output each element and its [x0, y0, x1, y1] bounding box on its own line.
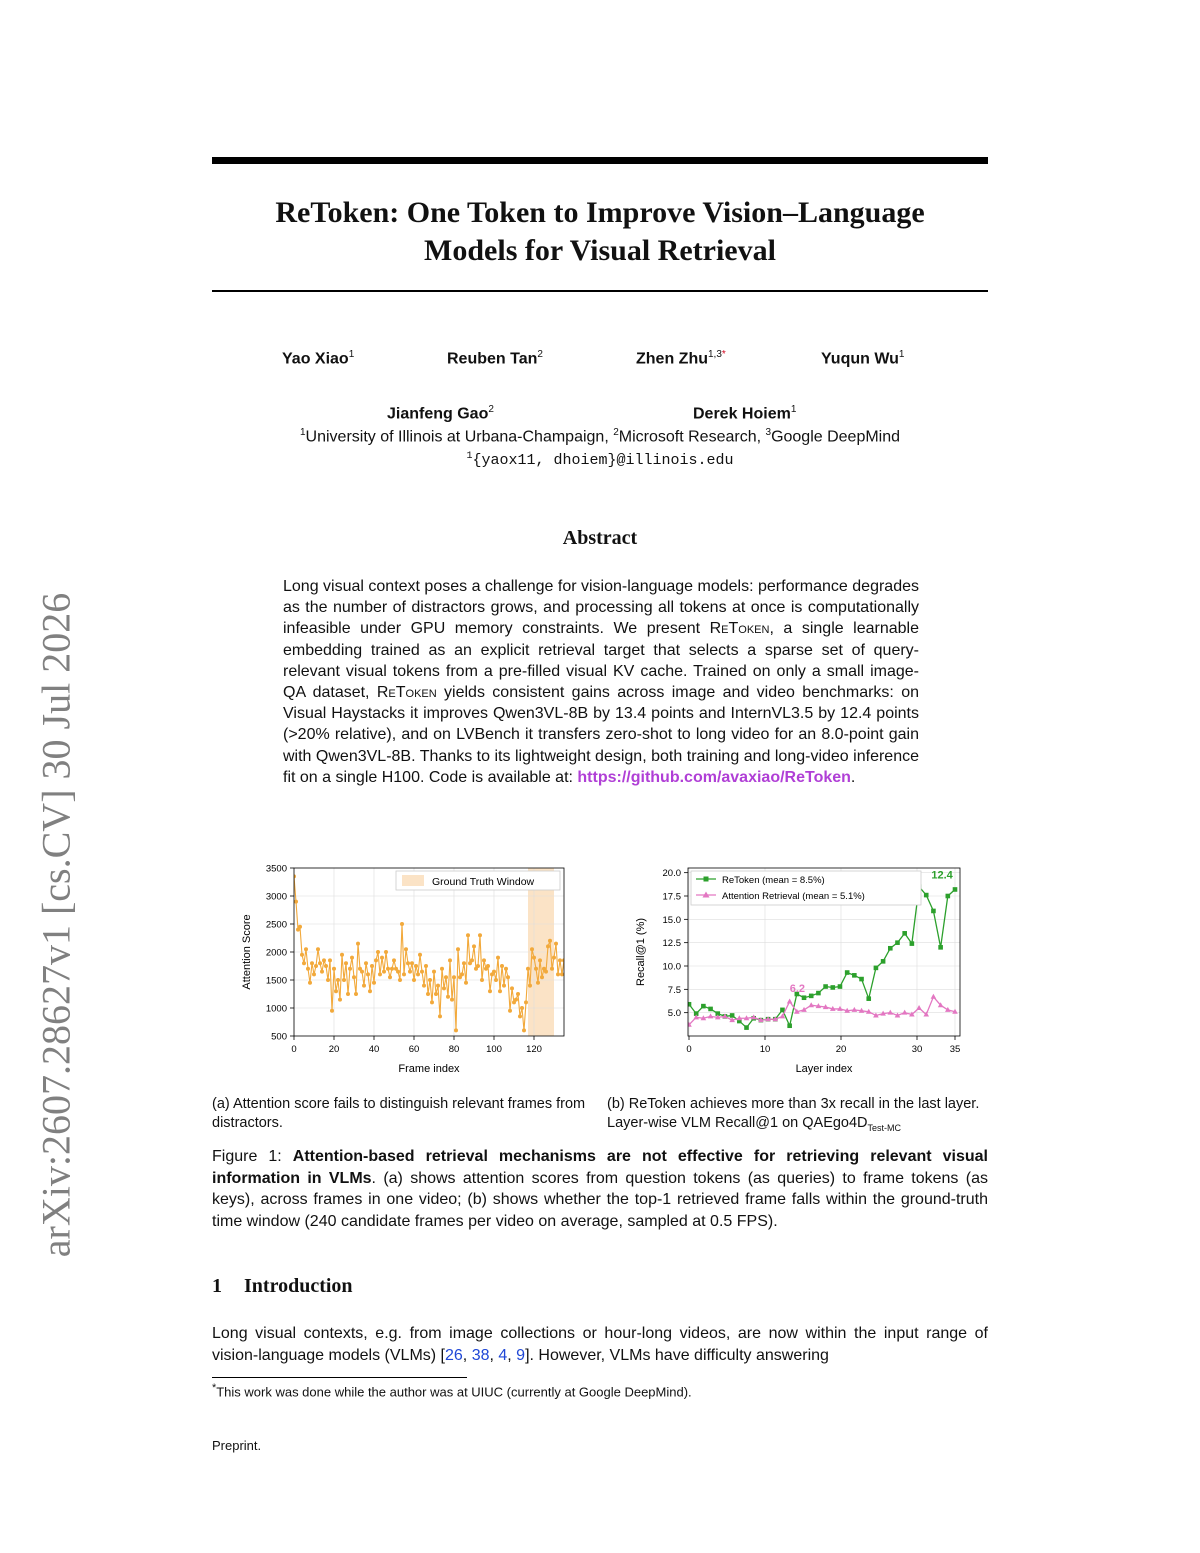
attention-score-point	[442, 986, 446, 990]
attention-score-point	[334, 989, 338, 993]
author-derek-hoiem: Derek Hoiem$^1$	[693, 404, 797, 423]
attention-score-point	[384, 950, 388, 954]
retoken-recall-point	[816, 991, 821, 996]
attention-score-point	[480, 978, 484, 982]
attention-score-point	[304, 947, 308, 951]
legend-retoken-label: ReToken (mean = 8.5%)	[722, 875, 825, 886]
attention-score-point	[518, 1014, 522, 1018]
section-heading-introduction: 1 Introduction	[212, 1275, 353, 1297]
attention-score-point	[494, 978, 498, 982]
retoken-recall-point	[687, 1002, 692, 1007]
attention-score-point	[338, 998, 342, 1002]
attention-score-point	[404, 947, 408, 951]
retoken-recall-point	[881, 959, 886, 964]
retoken-recall-point	[953, 887, 958, 892]
attention-score-point	[414, 964, 418, 968]
attention-recall-line	[689, 997, 955, 1025]
tick-label-x: 30	[911, 1044, 923, 1055]
annotation-retoken-last: 12.4	[931, 869, 953, 882]
attention-score-point	[372, 981, 376, 985]
author-reuben-tan: Reuben Tan$^2$	[447, 349, 543, 368]
retoken-recall-point	[859, 977, 864, 982]
attention-recall-point	[887, 1010, 893, 1015]
tick-label-x: 20	[328, 1044, 340, 1055]
tick-label-y: 2000	[265, 947, 287, 959]
chart-b-xlabel: Layer index	[795, 1063, 853, 1075]
attention-score-point	[418, 953, 422, 957]
abstract-body: Long visual context poses a challenge for vision-language models: performance degrades as the number of distractors grows, and processing all tokens at once is computationally infeasible under GPU memory constraints. We present ReToken, a single learnable embedding trained as an explicit retrieval target that selects a sparse set of query-relevant visual tokens from a pre-filled visual KV cache. Trained on only a small image-QA dataset, ReToken yields consistent gains across image and video benchmarks: on Visual Haystacks it improves Qwen3VL-8B by 13.4 points and InternVL3.5 by 12.4 points (>20% relative), and on LVBench it transfers zero-shot to long video for an 8.0-point gain with Qwen3VL-8B. Thanks to its lightweight design, both training and long-video inference fit on a single H100. Code is available at: https://github.com/avaxiao/ReToken.	[283, 578, 920, 786]
attention-score-point	[342, 978, 346, 982]
legend-gt-swatch	[402, 875, 424, 886]
attention-score-point	[360, 970, 364, 974]
attention-score-point	[308, 981, 312, 985]
attention-score-point	[386, 967, 390, 971]
footnote: *This work was done while the author was at UIUC (currently at Google DeepMind).	[212, 1382, 692, 1400]
attention-score-point	[538, 958, 542, 962]
chart-b-ylabel: Recall@1 (%)	[635, 917, 647, 987]
author-yuqun-wu: Yuqun Wu$^1$	[821, 349, 905, 368]
attention-score-point	[540, 975, 544, 979]
citation-9[interactable]: 9	[516, 1346, 526, 1364]
title-line-1: ReToken: One Token to Improve Vision–Language	[275, 196, 925, 229]
tick-label-y: 20.0	[662, 868, 681, 880]
attention-score-point	[422, 984, 426, 988]
attention-score-point	[312, 972, 316, 976]
tick-label-y: 17.5	[662, 891, 681, 903]
tick-label-y: 10.0	[662, 961, 681, 973]
attention-score-point	[506, 975, 510, 979]
retoken-recall-point	[852, 973, 857, 978]
attention-score-point	[488, 989, 492, 993]
attention-score-point	[524, 1000, 528, 1004]
attention-recall-point	[931, 994, 937, 999]
attention-score-point	[448, 958, 452, 962]
attention-score-point	[454, 1028, 458, 1032]
tick-label-y: 3000	[265, 891, 287, 903]
attention-score-point	[302, 961, 306, 965]
tick-label-y: 1000	[265, 1003, 287, 1015]
attention-score-point	[534, 967, 538, 971]
attention-score-point	[382, 970, 386, 974]
legend-retoken-marker	[704, 877, 709, 882]
attention-score-point	[310, 961, 314, 965]
tick-label-x: 60	[408, 1044, 420, 1055]
attention-score-point	[318, 961, 322, 965]
retoken-recall-point	[744, 1025, 749, 1030]
retoken-recall-point	[931, 909, 936, 914]
attention-score-point	[528, 984, 532, 988]
attention-score-point	[482, 958, 486, 962]
attention-score-point	[432, 970, 436, 974]
retoken-recall-point	[888, 946, 893, 951]
attention-score-point	[450, 998, 454, 1002]
attention-recall-point	[852, 1007, 858, 1012]
attention-score-point	[464, 981, 468, 985]
attention-score-point	[364, 961, 368, 965]
attention-score-point	[462, 961, 466, 965]
attention-recall-point	[708, 1013, 714, 1018]
attention-score-point	[546, 944, 550, 948]
retoken-recall-point	[874, 966, 879, 971]
attention-score-point	[332, 967, 336, 971]
author-yao-xiao: Yao Xiao$^1$	[282, 349, 355, 368]
attention-recall-point	[902, 1010, 908, 1015]
attention-score-point	[438, 1014, 442, 1018]
attention-score-point	[500, 964, 504, 968]
retoken-recall-point	[924, 893, 929, 898]
attention-score-point	[520, 1006, 524, 1010]
tick-label-x: 20	[835, 1044, 847, 1055]
retoken-recall-point	[701, 1004, 706, 1009]
attention-score-point	[566, 970, 570, 974]
tick-label-x: 35	[949, 1044, 961, 1055]
attention-score-point	[376, 950, 380, 954]
attention-score-point	[428, 978, 432, 982]
attention-score-point	[408, 970, 412, 974]
attention-score-point	[440, 967, 444, 971]
figure-1-caption: Figure 1: Attention-based retrieval mechanisms are not effective for retrieving relevant visual information in VLMs. (a) shows attention scores from question tokens (as queries) to frame tokens (as keys), across frames in one video; (b) shows whether the top-1 retrieved frame falls within the ground-truth time window (240 candidate frames per video on average, sampled at 0.5 FPS).	[212, 1148, 988, 1230]
attention-score-point	[396, 970, 400, 974]
tick-label-x: 100	[486, 1044, 502, 1055]
attention-score-point	[552, 956, 556, 960]
attention-score-point	[544, 970, 548, 974]
attention-score-point	[486, 964, 490, 968]
attention-score-point	[436, 984, 440, 988]
attention-score-point	[476, 964, 480, 968]
attention-score-point	[556, 972, 560, 976]
attention-score-point	[460, 972, 464, 976]
tick-label-y: 3500	[265, 863, 287, 875]
annotation-attention-peak: 6.2	[789, 983, 806, 996]
attention-score-point	[348, 967, 352, 971]
attention-score-point	[502, 984, 506, 988]
title-bottom-rule	[212, 290, 988, 292]
attention-recall-point	[808, 1002, 814, 1007]
attention-score-point	[466, 933, 470, 937]
chart-b-legend	[691, 871, 921, 905]
attention-recall-point	[787, 998, 793, 1003]
attention-score-point	[346, 992, 350, 996]
attention-score-point	[340, 953, 344, 957]
tick-label-y: 5.0	[667, 1008, 681, 1020]
chart-a-xlabel: Frame index	[398, 1063, 460, 1075]
introduction-paragraph: Long visual contexts, e.g. from image collections or hour-long videos, are now within the input range of vision-language models (VLMs) [26, 38, 4, 9]. However, VLMs have difficulty answering	[212, 1325, 988, 1364]
citation-26[interactable]: 26	[445, 1346, 463, 1364]
title-line-2: Models for Visual Retrieval	[424, 234, 776, 267]
attention-score-point	[508, 1009, 512, 1013]
attention-score-point	[430, 1000, 434, 1004]
attention-score-point	[446, 995, 450, 999]
author-emails: $^1${yaox11, dhoiem}@illinois.edu	[466, 451, 734, 469]
retoken-recall-point	[787, 1023, 792, 1028]
attention-score-point	[362, 984, 366, 988]
retoken-recall-point	[845, 970, 850, 975]
attention-score-point	[392, 958, 396, 962]
attention-score-point	[356, 942, 360, 946]
retoken-recall-point	[708, 1007, 713, 1012]
attention-score-point	[434, 992, 438, 996]
attention-score-point	[526, 967, 530, 971]
attention-score-point	[554, 942, 558, 946]
attention-score-point	[402, 972, 406, 976]
attention-score-point	[516, 992, 520, 996]
citation-4[interactable]: 4	[498, 1346, 508, 1364]
tick-label-y: 7.5	[667, 984, 681, 996]
retoken-recall-point	[902, 931, 907, 936]
citation-38[interactable]: 38	[471, 1346, 490, 1364]
attention-score-point	[366, 972, 370, 976]
attention-score-point	[420, 970, 424, 974]
author-jianfeng-gao: Jianfeng Gao$^2$	[387, 404, 494, 423]
figure-1a-attention-chart	[236, 858, 580, 1080]
attention-score-point	[426, 992, 430, 996]
subcaption-a: (a) Attention score fails to distinguish relevant frames from distractors.	[212, 1096, 586, 1131]
attention-score-point	[300, 953, 304, 957]
attention-score-point	[530, 947, 534, 951]
attention-score-point	[522, 1028, 526, 1032]
attention-score-point	[406, 961, 410, 965]
attention-score-point	[352, 975, 356, 979]
attention-score-point	[354, 992, 358, 996]
tick-label-y: 1500	[265, 975, 287, 987]
abstract-heading: Abstract	[562, 527, 638, 549]
retoken-recall-point	[910, 941, 915, 946]
attention-score-point	[380, 956, 384, 960]
attention-score-point	[398, 978, 402, 982]
arxiv-stamp	[26, 575, 86, 1275]
arxiv-identifier: arXiv:2607.28627v1 [cs.CV] 30 Jul 2026	[33, 592, 79, 1258]
attention-score-point	[314, 964, 318, 968]
attention-score-point	[472, 944, 476, 948]
attention-score-point	[326, 978, 330, 982]
code-link[interactable]: https://github.com/avaxiao/ReToken	[577, 768, 851, 786]
attention-score-point	[294, 900, 298, 904]
attention-score-point	[560, 972, 564, 976]
paper-title	[212, 194, 988, 270]
attention-score-point	[400, 922, 404, 926]
attention-score-point	[378, 972, 382, 976]
chart-a-ylabel: Attention Score	[241, 914, 253, 990]
attention-score-point	[568, 986, 572, 990]
author-zhen-zhu: Zhen Zhu$^{1,3*}$	[636, 349, 726, 368]
figure-1b-recall-chart	[630, 858, 970, 1080]
attention-score-point	[330, 1009, 334, 1013]
chart-a-legend	[396, 871, 560, 890]
tick-label-y: 12.5	[662, 938, 681, 950]
attention-score-point	[370, 964, 374, 968]
attention-score-point	[514, 998, 518, 1002]
attention-score-point	[350, 956, 354, 960]
attention-score-point	[456, 947, 460, 951]
title-top-rule	[212, 157, 988, 164]
tick-label-x: 0	[291, 1044, 297, 1055]
footnote-rule	[212, 1377, 467, 1378]
attention-score-point	[536, 981, 540, 985]
attention-score-point	[412, 978, 416, 982]
attention-score-point	[452, 975, 456, 979]
attention-score-point	[316, 947, 320, 951]
retoken-recall-point	[946, 894, 951, 899]
attention-score-point	[416, 972, 420, 976]
attention-score-point	[470, 958, 474, 962]
tick-label-y: 500	[271, 1031, 287, 1043]
attention-score-point	[510, 986, 514, 990]
attention-score-point	[504, 967, 508, 971]
attention-score-point	[336, 978, 340, 982]
attention-score-point	[388, 975, 392, 979]
attention-score-point	[492, 970, 496, 974]
attention-score-point	[532, 956, 536, 960]
retoken-recall-point	[938, 945, 943, 950]
retoken-recall-point	[866, 996, 871, 1001]
attention-score-point	[496, 956, 500, 960]
retoken-recall-point	[809, 994, 814, 999]
legend-attention-label: Attention Retrieval (mean = 5.1%)	[722, 891, 865, 902]
attention-score-point	[550, 967, 554, 971]
attention-score-point	[548, 939, 552, 943]
affiliations: $^1$University of Illinois at Urbana-Champaign, $^2$Microsoft Research, $^3$Google DeepMind	[299, 427, 901, 446]
attention-score-point	[410, 961, 414, 965]
tick-label-x: 0	[686, 1044, 692, 1055]
attention-score-point	[390, 967, 394, 971]
retoken-recall-point	[823, 984, 828, 989]
attention-score-point	[564, 956, 568, 960]
retoken-recall-point	[895, 940, 900, 945]
retoken-recall-point	[830, 985, 835, 990]
tick-label-x: 80	[448, 1044, 460, 1055]
tick-label-x: 120	[526, 1044, 542, 1055]
retoken-recall-point	[730, 1013, 735, 1018]
attention-score-point	[558, 958, 562, 962]
preprint-label: Preprint.	[212, 1438, 262, 1453]
retoken-recall-point	[780, 1008, 785, 1013]
attention-score-point	[374, 958, 378, 962]
attention-score-point	[322, 958, 326, 962]
attention-score-point	[324, 964, 328, 968]
attention-score-point	[328, 958, 332, 962]
tick-label-x: 40	[368, 1044, 380, 1055]
retoken-recall-point	[802, 995, 807, 1000]
attention-score-point	[298, 925, 302, 929]
attention-score-point	[306, 967, 310, 971]
attention-score-point	[570, 967, 574, 971]
attention-score-point	[478, 933, 482, 937]
attention-score-point	[368, 989, 372, 993]
attention-score-point	[444, 975, 448, 979]
attention-score-point	[498, 989, 502, 993]
tick-label-y: 15.0	[662, 914, 681, 926]
attention-score-point	[320, 970, 324, 974]
attention-score-point	[572, 972, 576, 976]
legend-gt-label: Ground Truth Window	[432, 876, 535, 888]
retoken-recall-point	[838, 984, 843, 989]
attention-score-point	[424, 964, 428, 968]
tick-label-y: 2500	[265, 919, 287, 931]
tick-label-x: 10	[759, 1044, 771, 1055]
attention-score-point	[344, 961, 348, 965]
subcaption-b: (b) ReToken achieves more than 3x recall in the last layer. Layer-wise VLM Recall@1 on $QAEgo4D_{Test-MC}$	[607, 1096, 980, 1133]
